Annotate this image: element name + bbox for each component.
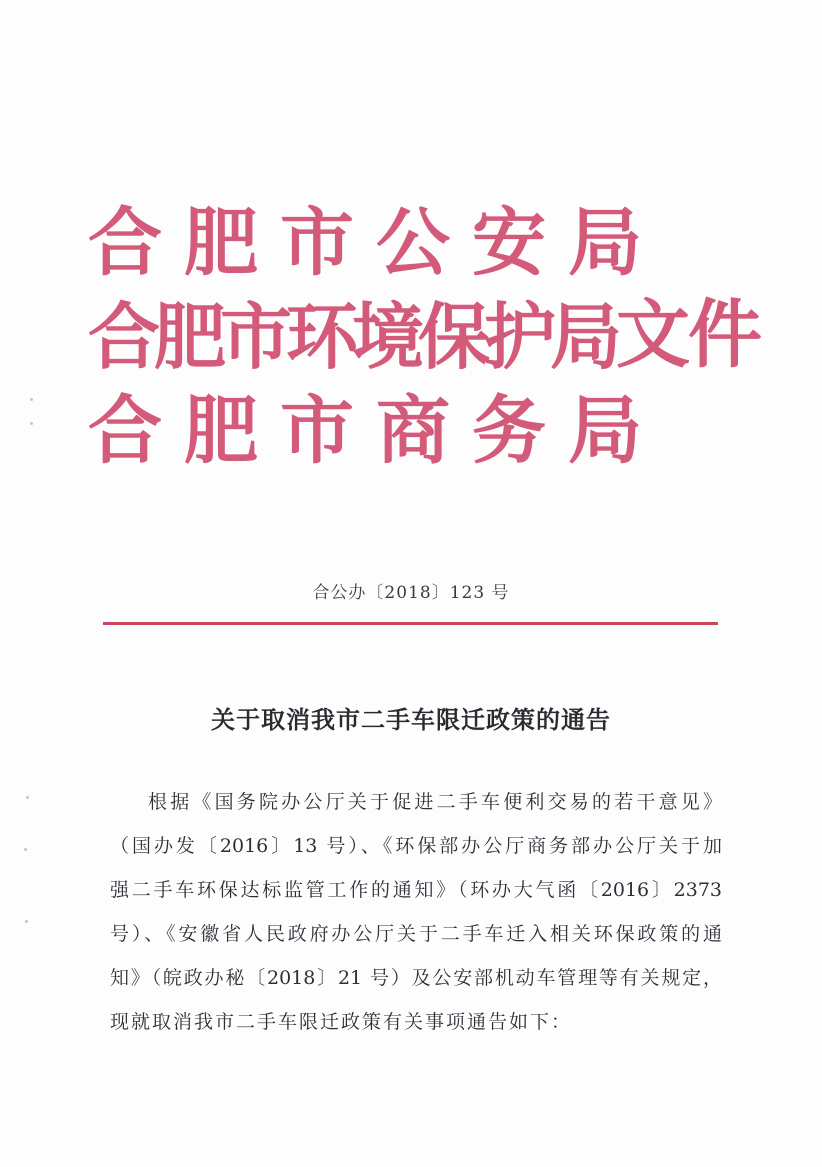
body-line: 知》（皖政办秘〔2018〕21 号）及公安部机动车管理等有关规定，	[110, 967, 722, 989]
issuer-list	[88, 196, 664, 478]
red-header	[88, 196, 760, 476]
document-number: 合公办〔2018〕123 号	[312, 583, 510, 603]
issuer-commerce: 合肥市商务局	[88, 388, 664, 474]
header-suffix: 文件	[616, 292, 760, 378]
issuer-police: 合肥市公安局	[88, 200, 664, 286]
scan-speck	[30, 398, 33, 401]
scan-speck	[24, 848, 27, 851]
red-divider	[103, 622, 718, 625]
scan-speck	[30, 422, 33, 425]
document-title: 关于取消我市二手车限迁政策的通告	[211, 705, 611, 734]
body-line: 现就取消我市二手车限迁政策有关事项通告如下：	[110, 1011, 573, 1033]
scan-speck	[26, 796, 29, 799]
body-line: 强二手车环保达标监管工作的通知》（环办大气函〔2016〕2373	[110, 879, 722, 901]
body-line: 根据《国务院办公厅关于促进二手车便利交易的若干意见》	[148, 791, 722, 813]
document-body	[110, 780, 722, 1044]
body-line: （国办发〔2016〕13 号）、《环保部办公厅商务部办公厅关于加	[110, 835, 722, 857]
scan-speck	[25, 920, 28, 923]
body-line: 号）、《安徽省人民政府办公厅关于二手车迁入相关环保政策的通	[110, 923, 722, 945]
issuer-environment: 合肥市环境保护局	[88, 294, 617, 379]
